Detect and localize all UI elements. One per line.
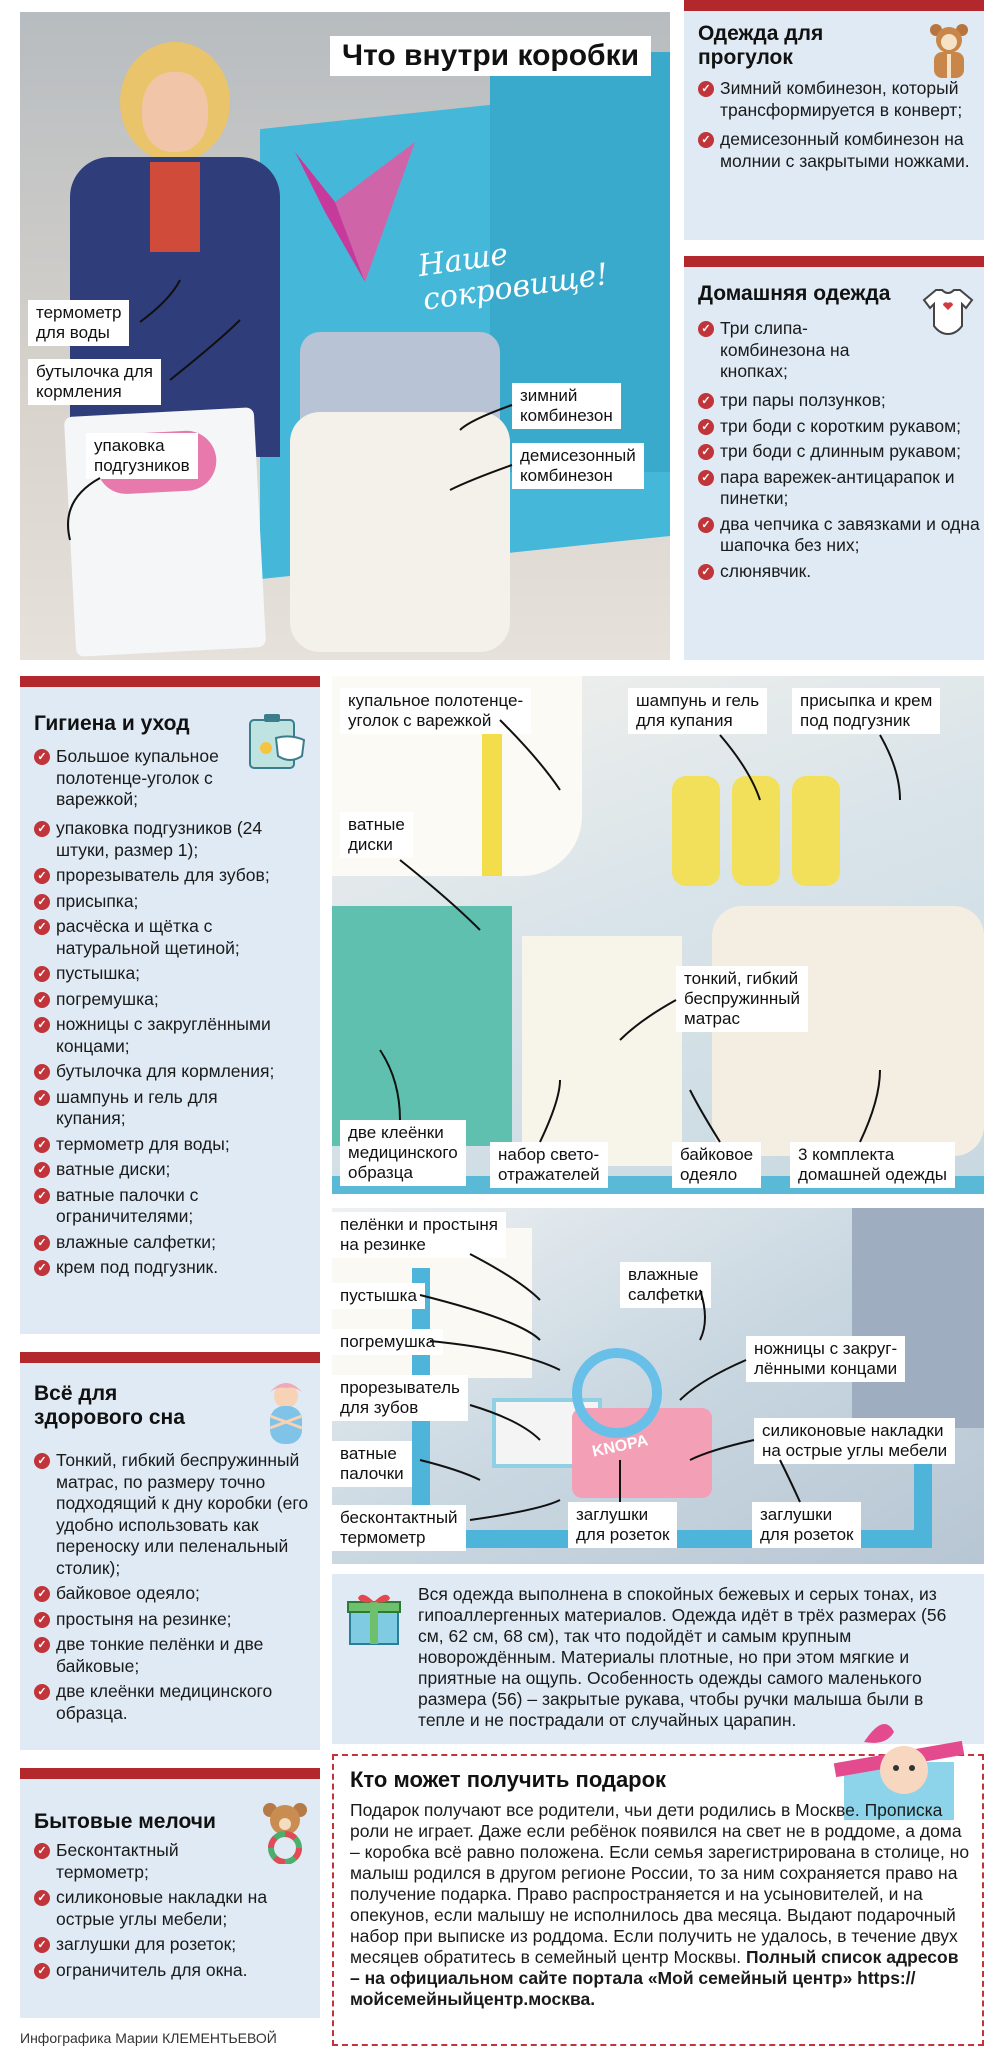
check-icon: ✓ [34,919,50,935]
label-cotton-pads: ватные диски [340,812,413,858]
check-icon: ✓ [698,517,714,533]
list-item: ✓ термометр для воды; [34,1134,316,1156]
outdoor-panel [684,0,984,240]
check-icon: ✓ [698,564,714,580]
page-title: Что внутри коробки [330,36,651,76]
label-plugs-1: заглушки для розеток [568,1502,677,1548]
home-list [698,318,898,387]
check-icon: ✓ [34,1890,50,1906]
list-item: ✓ шампунь и гель для купания; [34,1087,254,1130]
label-powder: присыпка и крем под подгузник [792,688,940,734]
list-item: ✓ крем под подгузник. [34,1257,316,1279]
check-icon: ✓ [34,1090,50,1106]
box-slogan: Наше сокровище! [416,236,611,318]
list-item: ✓ влажные салфетки; [34,1232,316,1254]
label-scissors: ножницы с закруг- лёнными концами [746,1336,905,1382]
list-item: ✓ две тонкие пелёнки и две байковые; [34,1634,316,1677]
label-wipes: влажные салфетки [620,1262,711,1308]
list-item: ✓ Зимний комбинезон, который трансформируется в конверт; [698,78,978,121]
label-winter-suit: зимний комбинезон [512,383,621,429]
who-panel [332,1754,984,2046]
label-home-sets: 3 комплекта домашней одежды [790,1142,955,1188]
check-icon: ✓ [34,1963,50,1979]
list-item: ✓ демисезонный комбинезон на молнии с закрытыми ножками. [698,129,978,172]
outdoor-list [698,78,978,176]
check-icon: ✓ [34,821,50,837]
oilcloth-photo [332,906,512,1146]
swaddled-baby-icon [260,1380,312,1446]
check-icon: ✓ [34,1453,50,1469]
label-demiseason-suit: демисезонный комбинезон [512,443,644,489]
home-list-2 [698,390,980,586]
list-item: ✓ силиконовые накладки на острые углы мебели; [34,1887,316,1930]
check-icon: ✓ [34,749,50,765]
sleep-panel [20,1352,320,1750]
label-reflectors: набор свето- отражателей [490,1142,608,1188]
household-redbar [20,1768,320,1779]
label-thermometer: термометр для воды [28,300,129,346]
diaper-pack-icon [246,712,310,772]
list-item: ✓ три боди с длинным рукавом; [698,441,980,463]
check-icon: ✓ [34,1586,50,1602]
check-icon: ✓ [34,1637,50,1653]
list-item: ✓ ограничитель для окна. [34,1960,316,1982]
label-sheets: пелёнки и простыня на резинке [332,1212,506,1258]
list-item: ✓ ватные палочки с ограничителями; [34,1185,264,1228]
list-item: ✓ пара варежек-антицарапок и пинетки; [698,467,980,510]
mattress-photo [522,936,682,1166]
household-title: Бытовые мелочи [34,1810,216,1833]
check-icon: ✓ [34,1937,50,1953]
bottles-photo [672,776,912,896]
suit-photo [852,1208,984,1428]
who-title: Кто может получить подарок [350,1767,667,1792]
check-icon: ✓ [698,132,714,148]
label-bottle: бутылочка для кормления [28,359,161,405]
check-icon: ✓ [34,1684,50,1700]
check-icon: ✓ [698,81,714,97]
sleep-redbar [20,1352,320,1363]
list-item: ✓ ватные диски; [34,1159,316,1181]
label-rattle: погремушка [332,1329,443,1355]
check-icon: ✓ [34,1260,50,1276]
credit: Инфографика Марии КЛЕМЕНТЬЕВОЙ [20,2030,277,2046]
check-icon: ✓ [34,1843,50,1859]
label-diapers: упаковка подгузников [86,433,198,479]
household-list [34,1840,316,1985]
check-icon: ✓ [34,1017,50,1033]
household-panel [20,1768,320,2018]
middle-photo [332,676,984,1194]
list-item: ✓ слюнявчик. [698,561,980,583]
list-item: ✓ Три слипа-комбинезона на кнопках; [698,318,898,383]
who-body: Подарок получают все родители, чьи дети родились в Москве. Прописка роли не играет. Даже если ребёнок появился на свет не в роддоме, а дома – коробка всё равно положена. Если семья зарегистрирована в столице, но малыш родился в другом регионе России, то за ним сохраняется право на получение подарка. Право распространяется и на усыновителей, и на опекунов, если малышу не исполнилось два месяца. Выдают подарочный набор при выписке из роддома. Если получить не удалось, в течение двух месяцев обратитесь в семейный центр Москвы. [350,1800,970,1967]
check-icon: ✓ [34,868,50,884]
list-item: ✓ заглушки для розеток; [34,1934,316,1956]
bear-suit-icon [924,22,974,84]
label-shampoo: шампунь и гель для купания [628,688,767,734]
rattle-photo [572,1348,662,1438]
clothes-note-text: Вся одежда выполнена в спокойных бежевых и серых тонах, из гипоаллергенных материалов. Одежда идёт в трёх размерах (56 см, 62 см, 68 см), так что подойдёт и самым крупным новорождённым. Материалы плотные, но при этом мягкие и приятные на ощупь. Особенность одежды самого маленького размера (56) – закрытые рукава, чтобы ручки малыша были в тепле и не пострадали от случайных царапин. [418,1584,947,1730]
check-icon: ✓ [698,321,714,337]
list-item: ✓ три боди с коротким рукавом; [698,416,980,438]
label-oilcloth: две клеёнки медицинского образца [340,1120,466,1186]
list-item: ✓ присыпка; [34,891,316,913]
check-icon: ✓ [34,894,50,910]
sleep-list [34,1450,316,1728]
who-text [350,1800,970,2010]
who-bold-link[interactable]: Полный список адресов – на официальном сайте портала «Мой семейный центр» https://мойсемейныйцентр.москва. [350,1947,959,2009]
hygiene-redbar [20,676,320,687]
check-icon: ✓ [34,1064,50,1080]
baby-bodysuit-icon [922,286,974,338]
check-icon: ✓ [698,393,714,409]
hygiene-list [34,746,244,815]
check-icon: ✓ [34,1235,50,1251]
list-item: ✓ пустышка; [34,963,316,985]
label-blanket: байковое одеяло [672,1142,761,1188]
check-icon: ✓ [34,1188,50,1204]
demiseason-suit-photo [290,412,510,652]
check-icon: ✓ [34,992,50,1008]
list-item: ✓ ножницы с закруглёнными концами; [34,1014,294,1057]
check-icon: ✓ [698,444,714,460]
list-item: ✓ байковое одеяло; [34,1583,316,1605]
wipes-brand: KNOPA [590,1432,650,1461]
label-plugs-2: заглушки для розеток [752,1502,861,1548]
list-item: ✓ Большое купальное полотенце-уголок с варежкой; [34,746,244,811]
check-icon: ✓ [34,1612,50,1628]
outdoor-redbar [684,0,984,11]
label-corner-pads: силиконовые накладки на острые углы мебели [754,1418,955,1464]
home-title: Домашняя одежда [698,282,891,305]
list-item: ✓ простыня на резинке; [34,1609,316,1631]
box-logo-icon [295,142,415,292]
list-item: ✓ бутылочка для кормления; [34,1061,316,1083]
home-redbar [684,256,984,267]
list-item: ✓ прорезыватель для зубов; [34,865,316,887]
list-item: ✓ упаковка подгузников (24 штуки, размер 1); [34,818,316,861]
sleep-title: Всё для здорового сна [34,1382,185,1429]
list-item: ✓ Бесконтактный термометр; [34,1840,234,1883]
outdoor-title: Одежда для прогулок [698,22,824,69]
label-teether: прорезыватель для зубов [332,1375,468,1421]
check-icon: ✓ [34,966,50,982]
hygiene-list-2 [34,818,316,1283]
label-thermometer-noncontact: бесконтактный термометр [332,1505,466,1551]
check-icon: ✓ [34,1162,50,1178]
label-pacifier: пустышка [332,1283,425,1309]
list-item: ✓ два чепчика с завязками и одна шапочка без них; [698,514,980,557]
hygiene-panel [20,676,320,1334]
list-item: ✓ погремушка; [34,989,316,1011]
list-item: ✓ расчёска и щётка с натуральной щетиной; [34,916,264,959]
check-icon: ✓ [698,419,714,435]
check-icon: ✓ [698,470,714,486]
label-towel: купальное полотенце- уголок с варежкой [340,688,531,734]
list-item: ✓ Тонкий, гибкий беспружинный матрас, по размеру точно подходящий к дну коробки (его удобно использовать как переноску или пеленальный столик); [34,1450,316,1579]
list-item: ✓ две клеёнки медицинского образца. [34,1681,316,1724]
check-icon: ✓ [34,1137,50,1153]
home-panel [684,256,984,660]
label-cotton-sticks: ватные палочки [332,1441,412,1487]
label-mattress: тонкий, гибкий беспружинный матрас [676,966,808,1032]
list-item: ✓ три пары ползунков; [698,390,980,412]
hygiene-title: Гигиена и уход [34,712,190,735]
gift-box-icon [346,1590,402,1646]
